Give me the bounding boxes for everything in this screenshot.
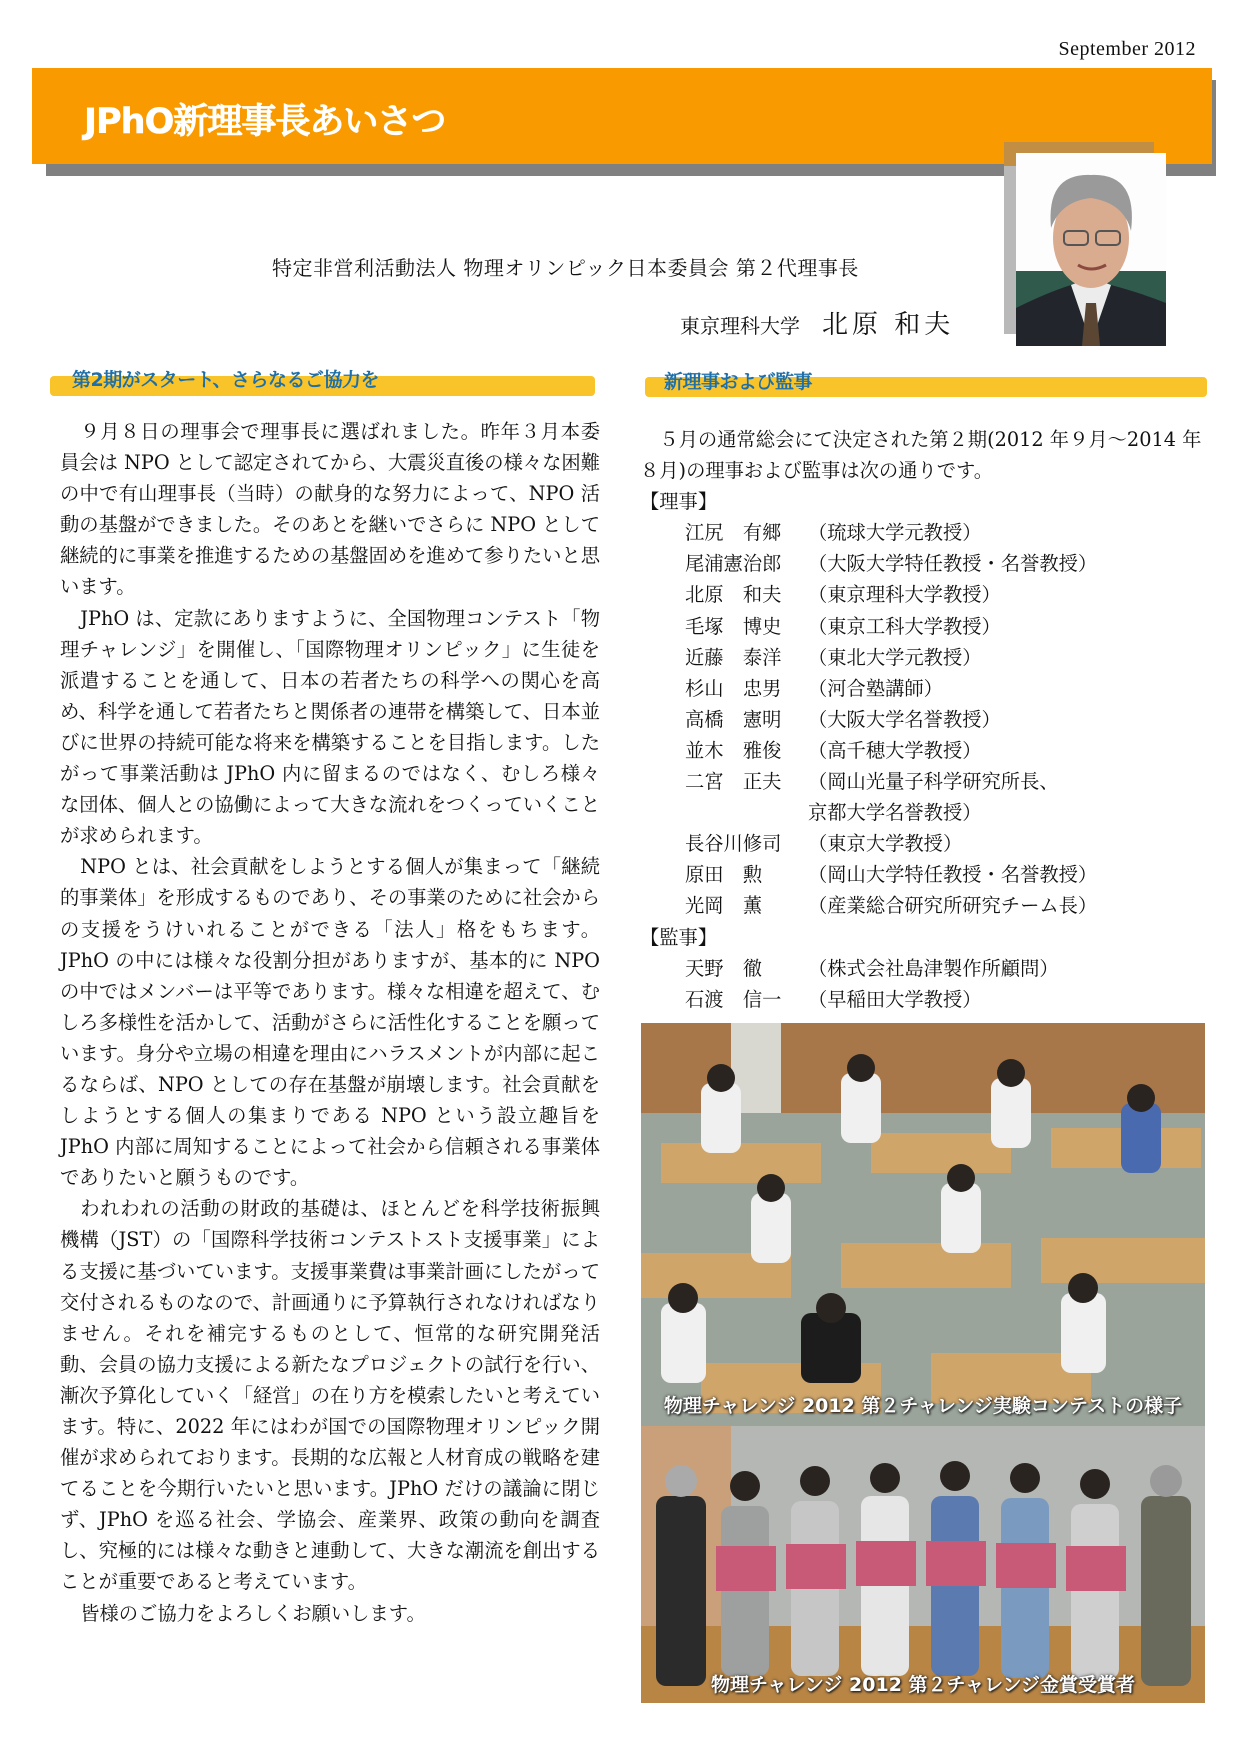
- contest-photo: [641, 1023, 1205, 1426]
- director-row: [640, 579, 1210, 610]
- director-row: [640, 517, 1210, 548]
- member-name: 江尻 有郷: [685, 521, 782, 545]
- member-affiliation: （大阪大学名誉教授）: [808, 707, 1001, 731]
- member-name: 石渡 信一: [685, 987, 782, 1011]
- member-affiliation: （産業総合研究所研究チーム長）: [808, 894, 1098, 918]
- issue-date: September 2012: [1058, 38, 1196, 60]
- paragraph: われわれの活動の財政的基礎は、ほとんどを科学技術振興機構（JST）の「国際科学技術コンテストスト支援事業」による支援に基づいています。支援事業費は事業計画にしたがって交付されるものなので、計画通りに予算執行されなければなりません。それを補完するものとして、恒常的な研究開発活動、会員の協力支援による新たなプロジェクトの試行を行い、漸次予算化していく「経営」の在り方を模索したいと考えています。特に、2022 年にはわが国での国際物理オリンピック開催が求められております。長期的な広報と人材育成の戦略を建てることを今期行いたいと思います。JPhO だけの議論に閉じず、JPhO を巡る社会、学協会、産業界、政策の動向を調査し、究極的には様々な動きと連動して、大きな潮流を創出することが重要であると考えています。: [60, 1197, 600, 1594]
- member-name: 毛塚 博史: [685, 614, 782, 638]
- member-affiliation: （東北大学元教授）: [808, 645, 982, 669]
- member-name: 近藤 泰洋: [685, 645, 782, 669]
- directors-label: 【理事】: [640, 490, 718, 514]
- member-name: 並木 雅俊: [685, 738, 782, 762]
- member-affiliation: （琉球大学元教授）: [808, 521, 982, 545]
- director-row: [640, 828, 1210, 859]
- award-photo-caption: 物理チャレンジ 2012 第２チャレンジ金賞受賞者: [710, 1674, 1136, 1696]
- auditor-row: [640, 984, 1210, 1015]
- director-row: [640, 704, 1210, 735]
- member-affiliation: （東京大学教授）: [808, 832, 963, 856]
- member-name: 天野 徹: [685, 956, 763, 980]
- member-name: 原田 勲: [685, 863, 763, 887]
- auditor-row: [640, 953, 1210, 984]
- member-name: 北原 和夫: [685, 583, 782, 607]
- member-affiliation: （岡山光量子科学研究所長、: [808, 770, 1059, 794]
- portrait-frame-side: [1004, 166, 1016, 334]
- member-name: 光岡 薫: [685, 894, 763, 918]
- director-row: [640, 673, 1210, 704]
- director-row: [640, 766, 1210, 797]
- member-affiliation: （株式会社島津製作所顧問）: [808, 956, 1059, 980]
- greeting-body: [60, 416, 600, 1629]
- author-name: 北原 和夫: [822, 310, 955, 340]
- director-row-continued: [640, 797, 1210, 828]
- left-section-title: 第2期がスタート、さらなるご協力を: [72, 369, 380, 391]
- page-title: JPhO新理事長あいさつ: [84, 102, 446, 142]
- paragraph: 皆様のご協力をよろしくお願いします。: [80, 1601, 426, 1625]
- member-name: 長谷川修司: [685, 832, 782, 856]
- director-row: [640, 890, 1210, 921]
- board-intro: ５月の通常総会にて決定された第２期(2012 年９月～2014 年８月)の理事および監事は次の通りです。: [640, 428, 1202, 483]
- member-affiliation: （大阪大学特任教授・名誉教授）: [808, 552, 1098, 576]
- director-row: [640, 859, 1210, 890]
- director-row: [640, 548, 1210, 579]
- author-university: 東京理科大学: [680, 314, 800, 338]
- paragraph: ９月８日の理事会で理事長に選ばれました。昨年３月本委員会は NPO として認定されてから、大震災直後の様々な困難の中で有山理事長（当時）の献身的な努力によって、NPO 活動の基盤ができました。そのあとを継いでさらに NPO として継続的に事業を推進するための基盤固めを進めて参りたいと思います。: [60, 420, 600, 599]
- member-affiliation: （東京工科大学教授）: [808, 614, 1001, 638]
- member-name: 尾浦憲治郎: [685, 552, 782, 576]
- director-row: [640, 735, 1210, 766]
- member-affiliation: 京都大学名誉教授）: [808, 801, 982, 825]
- member-name: 二宮 正夫: [685, 770, 782, 794]
- member-affiliation: （河合塾講師）: [808, 676, 943, 700]
- member-name: 杉山 忠男: [685, 676, 782, 700]
- director-row: [640, 642, 1210, 673]
- member-affiliation: （東京理科大学教授）: [808, 583, 1001, 607]
- director-row: [640, 611, 1210, 642]
- award-photo: [641, 1426, 1205, 1703]
- contest-photo-caption: 物理チャレンジ 2012 第２チャレンジ実験コンテストの様子: [663, 1395, 1183, 1417]
- portrait-photo: [1016, 153, 1166, 346]
- auditors-label: 【監事】: [640, 925, 718, 949]
- paragraph: NPO とは、社会貢献をしようとする個人が集まって「継続的事業体」を形成するものであり、その事業のために社会からの支援をうけいれることができる「法人」格をもちます。JPhO の中には様々な役割分担がありますが、基本的に NPO の中ではメンバーは平等であります。様々な相違を超えて、むしろ多様性を活かして、活動がさらに活性化することを願っています。身分や立場の相違を理由にハラスメントが内部に起こるならば、NPO としての存在基盤が崩壊します。社会貢献をしようとする個人の集まりである NPO という設立趣旨を JPhO 内部に周知することによって社会から信頼される事業体でありたいと願うものです。: [60, 855, 600, 1190]
- author-line: [680, 304, 954, 341]
- paragraph: JPhO は、定款にありますように、全国物理コンテスト「物理チャレンジ」を開催し、「国際物理オリンピック」に生徒を派遣することを通して、日本の若者たちの科学への関心を高め、科学を通して若者たちと関係者の連帯を構築して、日本並びに世界の持続可能な将来を構築することを目指します。したがって事業活動は JPhO 内に留まるのではなく、むしろ様々な団体、個人との協働によって大きな流れをつくっていくことが求められます。: [60, 606, 600, 848]
- member-name: 高橋 憲明: [685, 707, 782, 731]
- affiliation-line: 特定非営利活動法人 物理オリンピック日本委員会 第２代理事長: [272, 256, 859, 280]
- member-affiliation: （岡山大学特任教授・名誉教授）: [808, 863, 1098, 887]
- member-affiliation: （早稲田大学教授）: [808, 987, 982, 1011]
- right-section-title: 新理事および監事: [664, 371, 813, 393]
- member-affiliation: （高千穂大学教授）: [808, 738, 982, 762]
- board-members: [640, 424, 1210, 1015]
